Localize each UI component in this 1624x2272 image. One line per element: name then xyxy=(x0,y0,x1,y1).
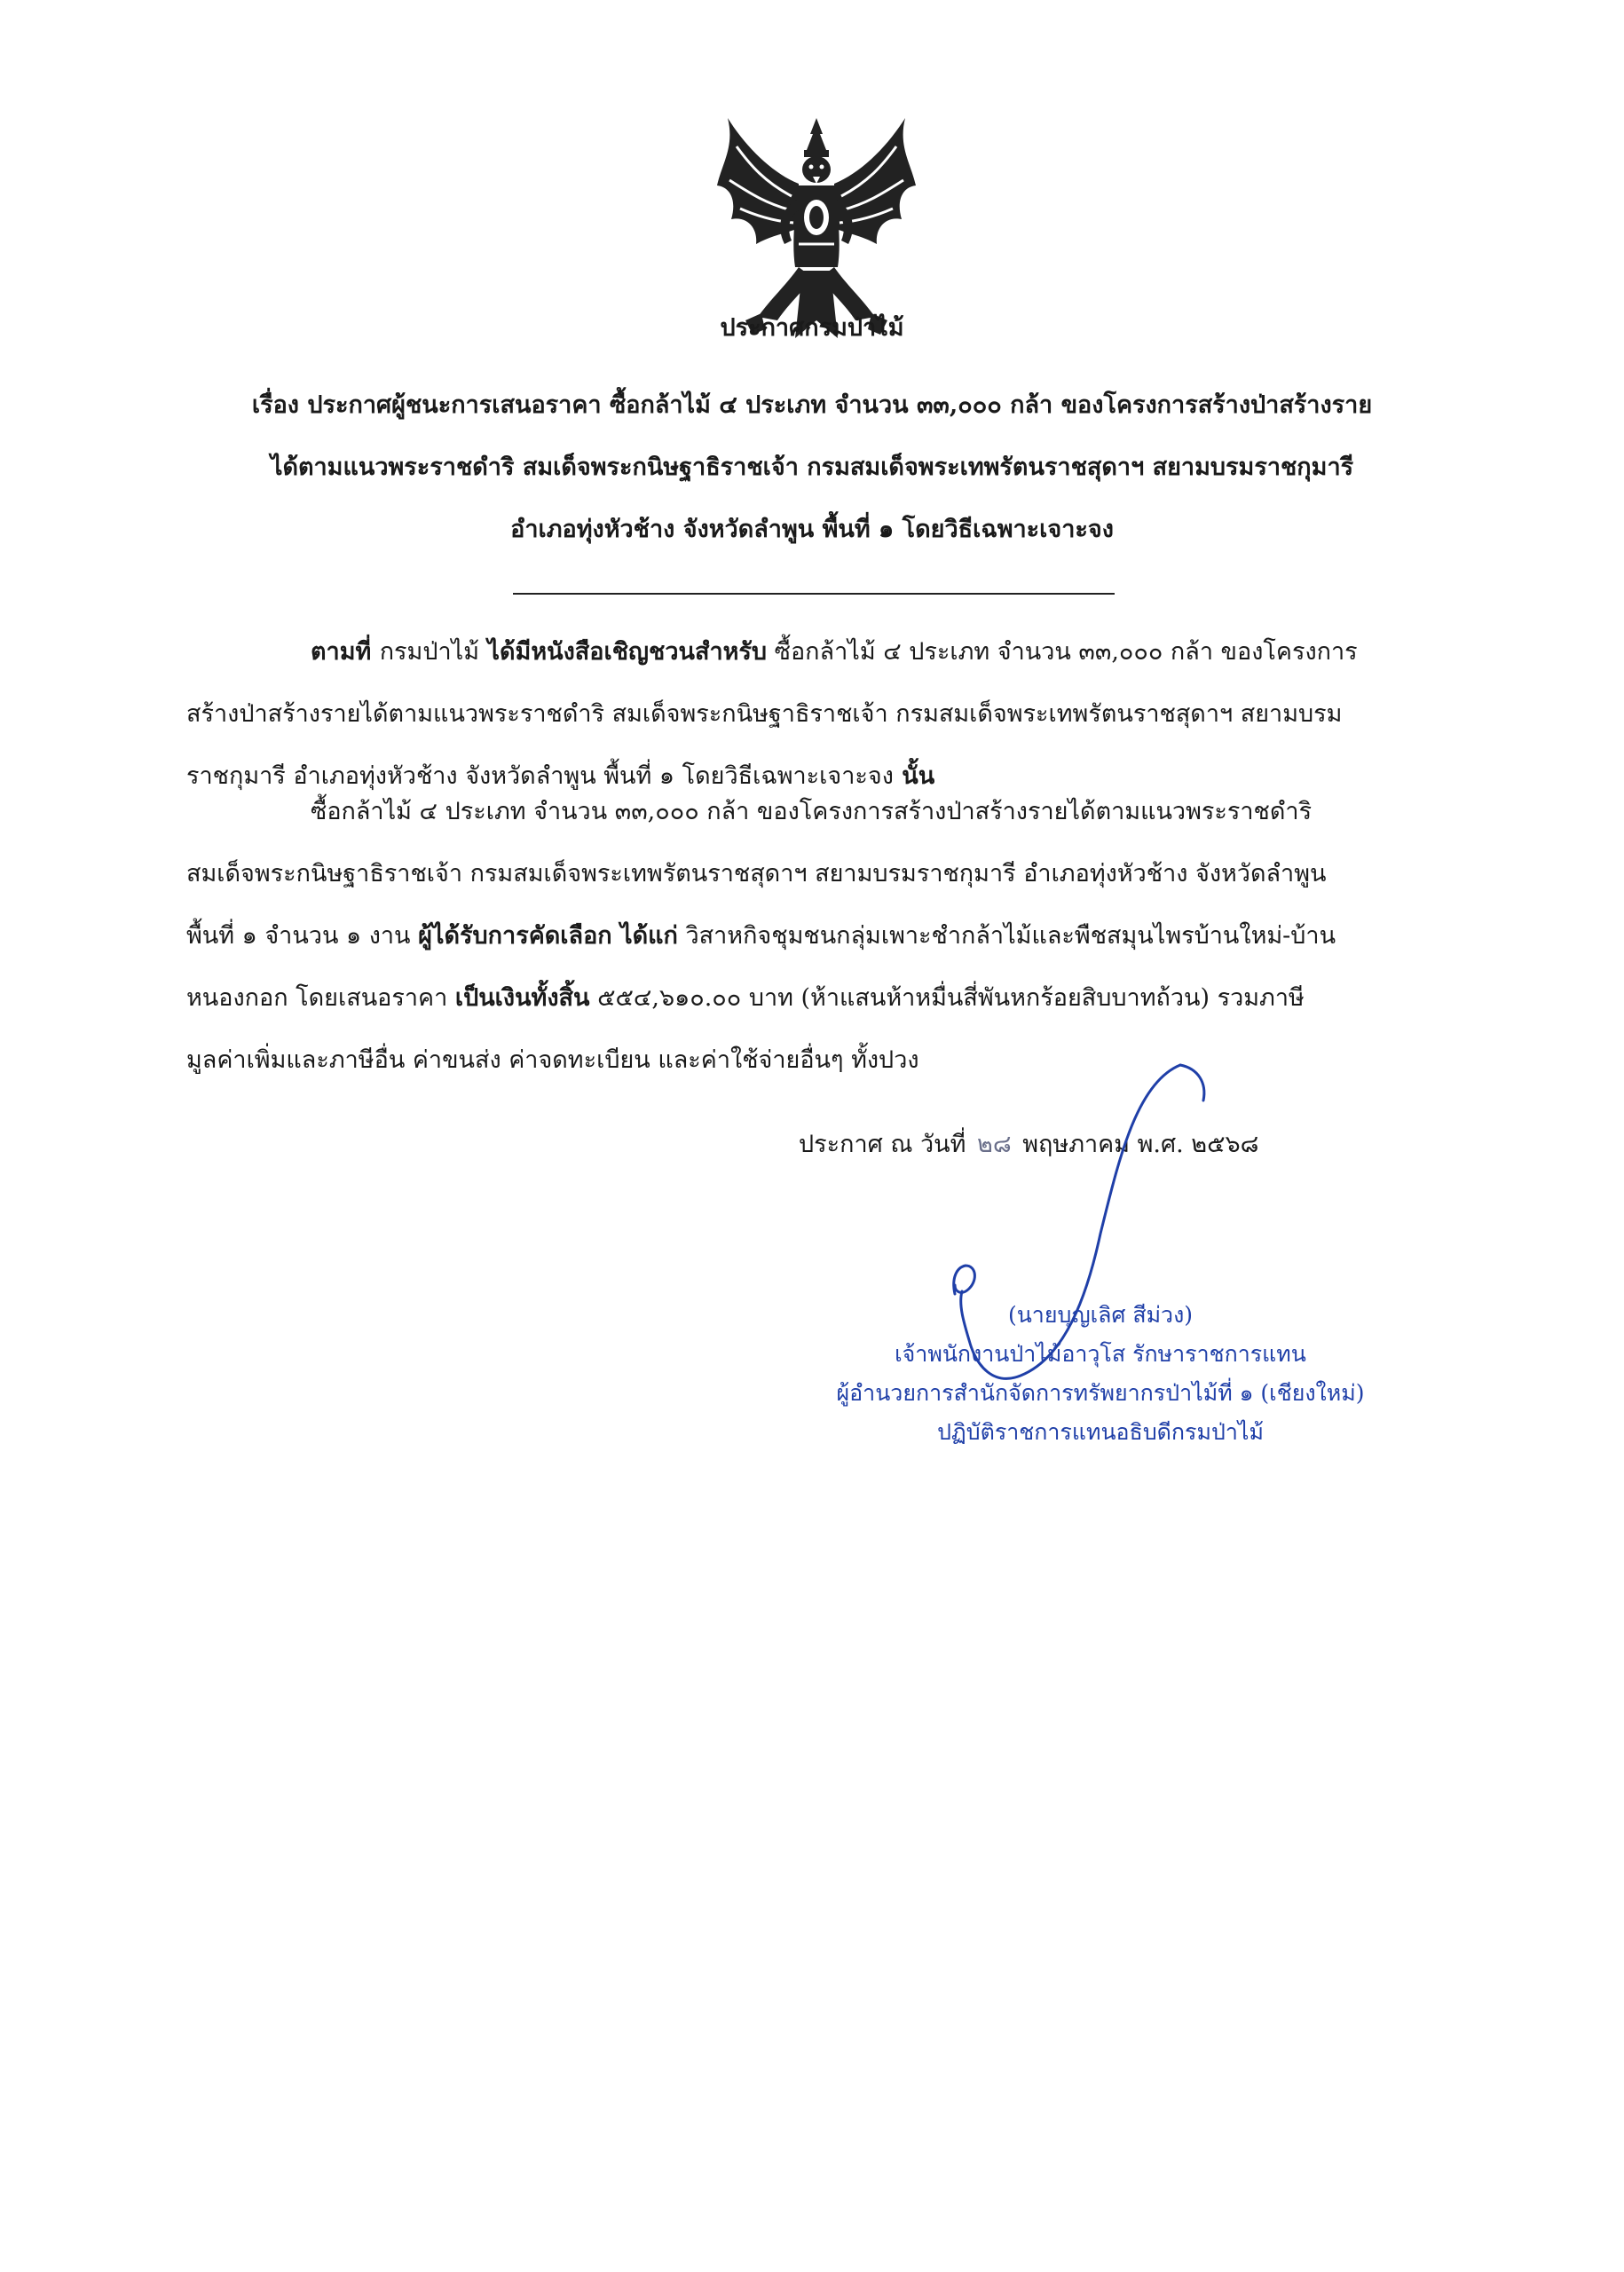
separator-line xyxy=(513,593,1115,595)
paragraph-text: ซื้อกล้าไม้ ๔ ประเภท จำนวน ๓๓,๐๐๐ กล้า ของโครงการ xyxy=(767,638,1358,666)
signer-block xyxy=(763,1296,1438,1452)
announcement-title: ประกาศกรมป่าไม้ xyxy=(720,314,904,342)
paragraph-line: มูลค่าเพิ่มและภาษีอื่น ค่าขนส่ง ค่าจดทะเบียน และค่าใช้จ่ายอื่นๆ ทั้งปวง xyxy=(186,1046,919,1074)
subject-line: อำเภอทุ่งหัวช้าง จังหวัดลำพูน พื้นที่ ๑ โดยวิธีเฉพาะเจาะจง xyxy=(510,516,1114,543)
paragraph-end: นั้น xyxy=(893,762,935,790)
signer-position: เจ้าพนักงานป่าไม้อาวุโส รักษาราชการแทน xyxy=(895,1341,1306,1367)
signer-position: ปฏิบัติราชการแทนอธิบดีกรมป่าไม้ xyxy=(937,1419,1264,1445)
signer-position: ผู้อำนวยการสำนักจัดการทรัพยากรป่าไม้ที่ ๑ (เชียงใหม่) xyxy=(836,1380,1365,1406)
paragraph-line xyxy=(186,621,1447,683)
lead-text: ตามที่ xyxy=(311,638,380,666)
date-month-year: พฤษภาคม พ.ศ. ๒๕๖๘ xyxy=(1022,1131,1259,1158)
paragraph-text: หนองกอก โดยเสนอราคา xyxy=(186,984,455,1012)
paragraph-line xyxy=(186,967,1447,1030)
subject-block xyxy=(177,375,1447,561)
total-amount: ๕๕๔,๖๑๐.๐๐ บาท (ห้าแสนห้าหมื่นสี่พันหกร้อยสิบบาทถ้วน) รวมภาษี xyxy=(589,984,1305,1012)
paragraph-text: ราชกุมารี อำเภอทุ่งหัวช้าง จังหวัดลำพูน พื้นที่ ๑ โดยวิธีเฉพาะเจาะจง xyxy=(186,762,894,790)
paragraph-line: สมเด็จพระกนิษฐาธิราชเจ้า กรมสมเด็จพระเทพรัตนราชสุดาฯ สยามบรมราชกุมารี อำเภอทุ่งหัวช้าง จังหวัดลำพูน xyxy=(186,860,1327,888)
winner-name: วิสาหกิจชุมชนกลุ่มเพาะชำกล้าไม้และพืชสมุนไพรบ้านใหม่-บ้าน xyxy=(677,922,1336,950)
organization-name: กรมป่าไม้ xyxy=(379,638,480,666)
subject-line: เรื่อง ประกาศผู้ชนะการเสนอราคา ซื้อกล้าไม้ ๔ ประเภท จำนวน ๓๓,๐๐๐ กล้า ของโครงการสร้างป่าสร้างราย xyxy=(251,391,1373,419)
paragraph-text: พื้นที่ ๑ จำนวน ๑ งาน xyxy=(186,922,419,950)
selected-label: ผู้ได้รับการคัดเลือก ได้แก่ xyxy=(418,922,678,950)
subject-line: ได้ตามแนวพระราชดำริ สมเด็จพระกนิษฐาธิราชเจ้า กรมสมเด็จพระเทพรัตนราชสุดาฯ สยามบรมราชกุมารี xyxy=(270,454,1354,481)
date-day: ๒๘ xyxy=(977,1131,1012,1158)
paragraph-invitation xyxy=(186,621,1447,808)
total-label: เป็นเงินทั้งสิ้น xyxy=(454,984,590,1012)
paragraph-line: สร้างป่าสร้างรายได้ตามแนวพระราชดำริ สมเด็จพระกนิษฐาธิราชเจ้า กรมสมเด็จพระเทพรัตนราชสุดาฯ สยามบรม xyxy=(186,700,1343,728)
lead-bold: ได้มีหนังสือเชิญชวนสำหรับ xyxy=(479,638,768,666)
date-prefix: ประกาศ ณ วันที่ xyxy=(799,1131,966,1158)
paragraph-line xyxy=(186,905,1447,967)
signer-name: (นายบุญเลิศ สีม่วง) xyxy=(1007,1302,1194,1328)
paragraph-line: ซื้อกล้าไม้ ๔ ประเภท จำนวน ๓๓,๐๐๐ กล้า ของโครงการสร้างป่าสร้างรายได้ตามแนวพระราชดำริ xyxy=(311,798,1313,825)
paragraph-award xyxy=(186,781,1447,1092)
